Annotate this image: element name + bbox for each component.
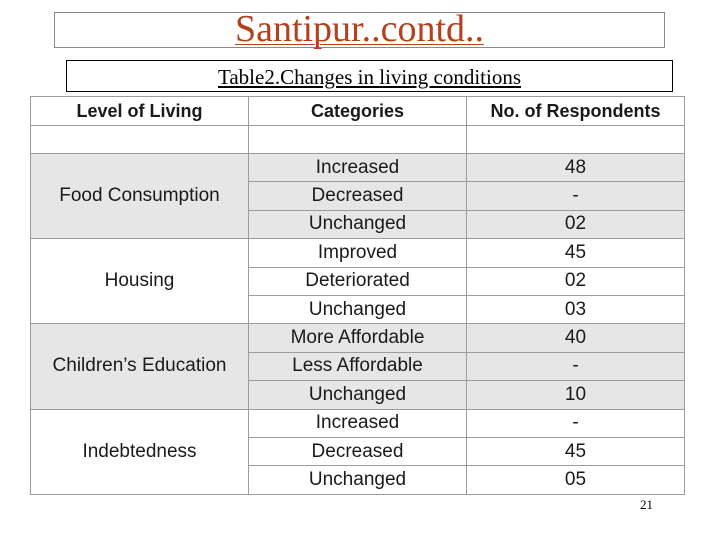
- value-cell: 03: [467, 295, 685, 323]
- blank-cell: [249, 126, 467, 154]
- page-number: 21: [640, 497, 653, 512]
- table-header-row: [31, 97, 685, 126]
- value-cell: -: [467, 409, 685, 437]
- category-cell: Increased: [249, 409, 467, 437]
- value-cell: -: [467, 182, 685, 210]
- value-cell: 48: [467, 154, 685, 182]
- table-row: [31, 409, 685, 437]
- value-cell: 45: [467, 239, 685, 267]
- table-caption-box: [66, 60, 673, 92]
- category-cell: Decreased: [249, 182, 467, 210]
- living-conditions-table: [30, 96, 685, 495]
- group-housing: Housing: [31, 239, 249, 324]
- header-level-of-living: Level of Living: [31, 97, 249, 126]
- group-food-consumption: Food Consumption: [31, 154, 249, 239]
- value-cell: 02: [467, 267, 685, 295]
- slide-title-box: [54, 8, 665, 50]
- category-cell: Deteriorated: [249, 267, 467, 295]
- category-cell: Unchanged: [249, 210, 467, 238]
- category-cell: More Affordable: [249, 324, 467, 352]
- category-cell: Unchanged: [249, 381, 467, 409]
- category-cell: Increased: [249, 154, 467, 182]
- table-row: [31, 324, 685, 352]
- value-cell: 40: [467, 324, 685, 352]
- value-cell: 45: [467, 437, 685, 465]
- blank-cell: [31, 126, 249, 154]
- blank-row: [31, 126, 685, 154]
- table-caption: Table2.Changes in living conditions: [218, 65, 521, 89]
- header-categories: Categories: [249, 97, 467, 126]
- value-cell: 02: [467, 210, 685, 238]
- category-cell: Unchanged: [249, 295, 467, 323]
- slide-title: Santipur..contd..: [234, 8, 485, 50]
- blank-cell: [467, 126, 685, 154]
- value-cell: 05: [467, 466, 685, 494]
- category-cell: Less Affordable: [249, 352, 467, 380]
- value-cell: 10: [467, 381, 685, 409]
- category-cell: Unchanged: [249, 466, 467, 494]
- value-cell: -: [467, 352, 685, 380]
- category-cell: Decreased: [249, 437, 467, 465]
- category-cell: Improved: [249, 239, 467, 267]
- header-no-of-respondents: No. of Respondents: [467, 97, 685, 126]
- group-childrens-education: Children’s Education: [31, 324, 249, 409]
- group-indebtedness: Indebtedness: [31, 409, 249, 494]
- table-row: [31, 239, 685, 267]
- table-row: [31, 154, 685, 182]
